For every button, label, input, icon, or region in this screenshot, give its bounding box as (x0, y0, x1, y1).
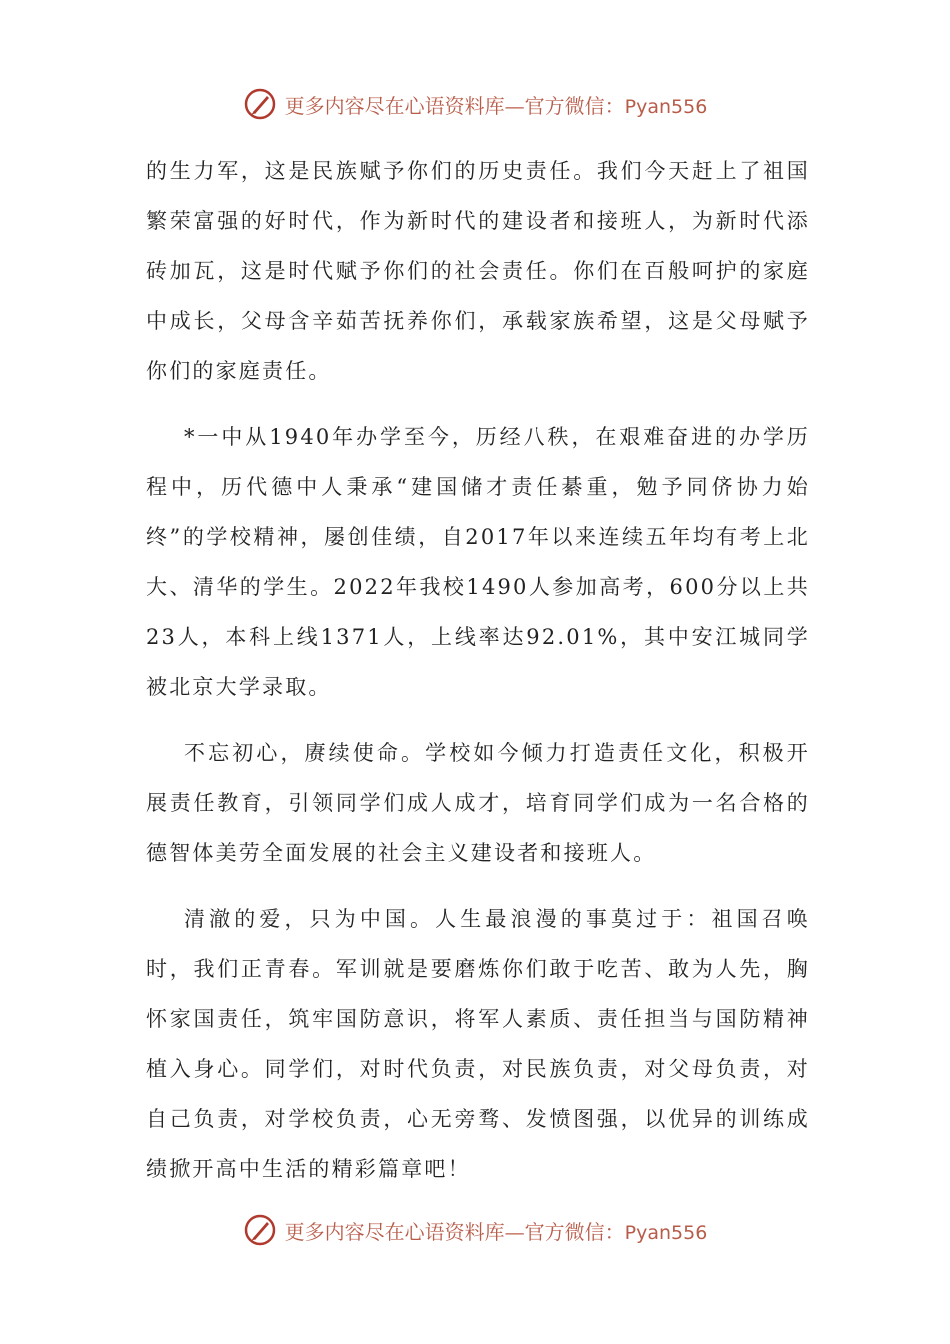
footer-wechat-id: Pyan556 (624, 1221, 708, 1244)
header-site-name: 更多内容尽在心语资料库 (284, 93, 505, 118)
footer-text (285, 1216, 708, 1245)
footer-site-name: 更多内容尽在心语资料库 (284, 1219, 505, 1244)
paragraph-4: 清澈的爱，只为中国。人生最浪漫的事莫过于：祖国召唤时，我们正青春。军训就是要磨炼你们敢于吃苦、敢为人先，胸怀家国责任，筑牢国防意识，将军人素质、责任担当与国防精神植入身心。同学们，对时代负责，对民族负责，对父母负责，对自己负责，对学校负责，心无旁骛、发愤图强，以优异的训练成绩掀开高中生活的精彩篇章吧！ (146, 907, 810, 1181)
header-wechat-label: 官方微信： (524, 93, 625, 118)
pen-logo-icon (243, 1213, 277, 1247)
footer-banner (0, 1210, 950, 1250)
header-banner (0, 84, 950, 124)
footer-wechat-label: 官方微信： (524, 1219, 625, 1244)
header-separator: — (504, 93, 525, 118)
paragraph-1: 的生力军，这是民族赋予你们的历史责任。我们今天赶上了祖国繁荣富强的好时代，作为新时代的建设者和接班人，为新时代添砖加瓦，这是时代赋予你们的社会责任。你们在百般呵护的家庭中成长，父母含辛茹苦抚养你们，承载家族希望，这是父母赋予你们的家庭责任。 (146, 159, 810, 383)
document-body (146, 146, 810, 1210)
header-text (285, 90, 708, 119)
footer-separator: — (504, 1219, 525, 1244)
header-wechat-id: Pyan556 (624, 95, 708, 118)
paragraph-3: 不忘初心，赓续使命。学校如今倾力打造责任文化，积极开展责任教育，引领同学们成人成才，培育同学们成为一名合格的德智体美劳全面发展的社会主义建设者和接班人。 (146, 741, 810, 865)
paragraph-2: *一中从1940年办学至今，历经八秩，在艰难奋进的办学历程中，历代德中人秉承“建国储才责任綦重，勉予同侪协力始终”的学校精神，屡创佳绩，自2017年以来连续五年均有考上北大、清华的学生。2022年我校1490人参加高考，600分以上共23人，本科上线1371人，上线率达92.01%，其中安江城同学被北京大学录取。 (146, 425, 810, 699)
pen-logo-icon (243, 87, 277, 121)
